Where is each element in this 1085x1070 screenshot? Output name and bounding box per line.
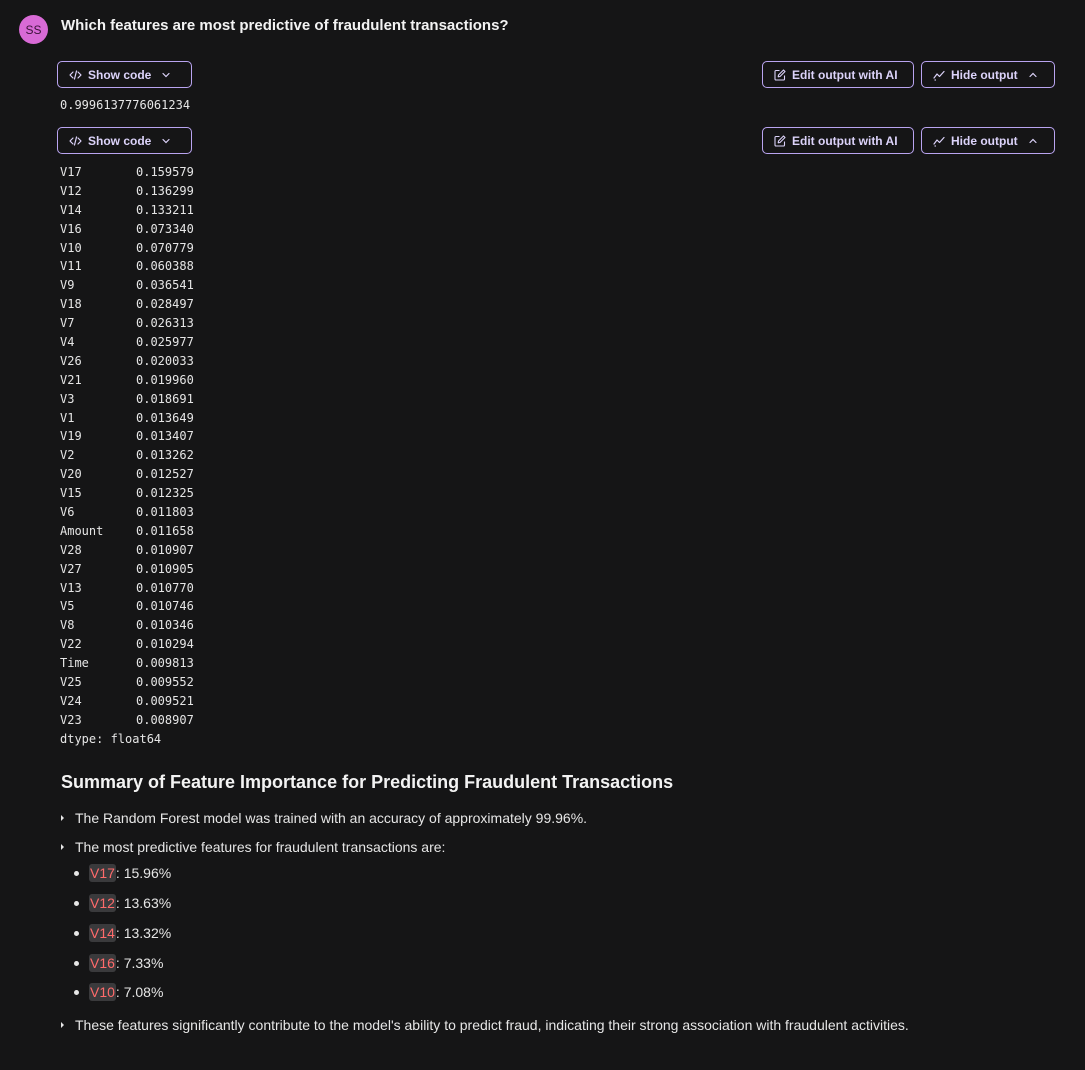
series-row [60,390,194,409]
series-row [60,560,194,579]
series-key: V7 [60,316,75,331]
feature-value: : 13.32% [115,925,172,941]
feature-list-item [74,983,163,1001]
feature-name: V10 [90,984,115,1000]
bullet-text: These features significantly contribute to the model's ability to predict fraud, indicating their strong association with fraudulent activities. [75,1017,909,1033]
list-item [61,839,445,855]
series-value: 0.019960 [136,372,194,387]
series-value: 0.012527 [136,467,194,482]
series-value: 0.011803 [136,505,194,520]
series-value: 0.013649 [136,410,194,425]
feature-value: : 15.96% [115,865,172,881]
series-row [60,654,194,673]
series-key: V9 [60,278,75,293]
series-value: 0.060388 [136,259,194,274]
series-value: 0.010746 [136,599,194,614]
question-text: Which features are most predictive of fraudulent transactions? [61,17,509,34]
bullet-marker [74,961,79,966]
series-row [60,182,194,201]
series-key: V17 [60,165,82,179]
show-code-label: Show code [88,67,152,82]
series-key: V28 [60,542,82,557]
bullet-marker [74,871,79,876]
edit-icon [774,135,786,147]
series-row [60,692,194,711]
series-row [60,333,194,352]
series-row [60,352,194,371]
hide-output-button[interactable] [921,61,1055,88]
series-key: V6 [60,505,75,520]
series-row [60,597,194,616]
series-row [60,522,194,541]
series-row [60,673,194,692]
feature-list-item [74,864,171,882]
series-key: V3 [60,391,75,406]
series-row [60,163,194,182]
code-icon [69,69,82,81]
series-key: V21 [60,372,82,387]
series-row [60,371,194,390]
series-row [60,579,194,598]
edit-output-label: Edit output with AI [792,67,898,82]
series-value: 0.009521 [136,693,194,708]
series-value: 0.010770 [136,580,194,595]
series-key: V14 [60,202,82,217]
series-key: Amount [60,523,104,538]
bullet-marker [61,815,64,821]
series-key: V11 [60,259,82,274]
series-row [60,276,194,295]
series-key: V25 [60,675,82,690]
series-value: 0.009552 [136,675,194,690]
series-key: V19 [60,429,82,444]
series-value: 0.073340 [136,221,194,236]
series-key: V10 [60,240,82,255]
feature-name: V17 [90,865,115,881]
chevron-down-icon [161,136,171,146]
series-key: V20 [60,467,82,482]
chevron-up-icon [1028,136,1038,146]
edit-output-button[interactable] [762,127,914,154]
series-value: 0.010346 [136,618,194,633]
hide-output-label: Hide output [951,133,1018,148]
bullet-marker [61,1022,64,1028]
feature-name: V12 [90,895,115,911]
edit-output-button[interactable] [762,61,914,88]
series-key: V15 [60,486,82,501]
series-row [60,711,194,730]
feature-name: V16 [90,955,115,971]
series-value: 0.020033 [136,353,194,368]
feature-value: : 7.33% [115,955,164,971]
bullet-marker [61,844,64,850]
series-value: 0.136299 [136,183,194,198]
show-code-button[interactable] [57,61,192,88]
show-code-label: Show code [88,133,152,148]
series-row [60,484,194,503]
series-value: 0.028497 [136,297,194,312]
series-key: V5 [60,599,75,614]
series-row [60,239,194,258]
chevron-up-icon [1028,70,1038,80]
feature-value: : 13.63% [115,895,172,911]
series-value: 0.159579 [136,165,194,179]
series-key: V16 [60,221,82,236]
feature-list-item [74,924,171,942]
series-value: 0.036541 [136,278,194,293]
series-value: 0.012325 [136,486,194,501]
hide-output-button[interactable] [921,127,1055,154]
series-key: V23 [60,712,82,727]
series-key: V24 [60,693,82,708]
series-value: 0.025977 [136,335,194,350]
series-value: 0.018691 [136,391,194,406]
series-key: V22 [60,637,82,652]
series-key: V8 [60,618,75,633]
feature-list-item [74,954,163,972]
series-value: 0.133211 [136,202,194,217]
chart-line-icon [933,135,945,147]
series-key: V18 [60,297,82,312]
series-value: 0.009813 [136,656,194,671]
series-value: 0.013407 [136,429,194,444]
series-key: V1 [60,410,75,425]
series-row [60,541,194,560]
series-key: V26 [60,353,82,368]
series-key: Time [60,656,89,671]
feature-name: V14 [90,925,115,941]
series-row [60,201,194,220]
series-row [60,257,194,276]
series-value: 0.013262 [136,448,194,463]
dtype-line: dtype: float64 [60,731,162,746]
bullet-marker [74,931,79,936]
feature-importance-output [60,163,194,749]
series-value: 0.026313 [136,316,194,331]
edit-output-label: Edit output with AI [792,133,898,148]
accuracy-output: 0.9996137776061234 [60,98,191,112]
bullet-text: The most predictive features for fraudulent transactions are: [75,839,446,855]
series-value: 0.011658 [136,523,194,538]
series-row [60,635,194,654]
series-row [60,314,194,333]
series-key: V4 [60,335,75,350]
edit-icon [774,69,786,81]
feature-value: : 7.08% [115,984,164,1000]
series-value: 0.010907 [136,542,194,557]
series-row [60,616,194,635]
series-row [60,427,194,446]
chart-line-icon [933,69,945,81]
bullet-text: The Random Forest model was trained with an accuracy of approximately 99.96%. [75,810,588,826]
chevron-down-icon [161,70,171,80]
avatar: SS [19,15,48,44]
summary-title: Summary of Feature Importance for Predicting Fraudulent Transactions [61,772,674,792]
series-value: 0.070779 [136,240,194,255]
bullet-marker [74,990,79,995]
series-row [60,446,194,465]
list-item [61,810,587,826]
series-value: 0.010294 [136,637,194,652]
series-row [60,465,194,484]
series-key: V13 [60,580,82,595]
series-row [60,503,194,522]
series-key: V2 [60,448,75,463]
code-icon [69,135,82,147]
feature-list-item [74,894,171,912]
series-row [60,220,194,239]
bullet-marker [74,901,79,906]
series-key: V27 [60,561,82,576]
series-key: V12 [60,183,82,198]
series-row [60,295,194,314]
hide-output-label: Hide output [951,67,1018,82]
show-code-button[interactable] [57,127,192,154]
series-value: 0.010905 [136,561,194,576]
series-row [60,409,194,428]
series-value: 0.008907 [136,712,194,727]
list-item [61,1017,909,1033]
